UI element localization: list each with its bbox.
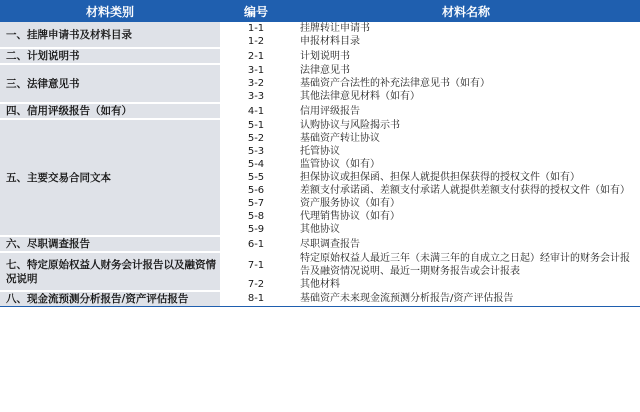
- table-row: [0, 252, 640, 278]
- item-number: 5-4: [247, 159, 265, 170]
- item-number: 5-6: [247, 185, 265, 196]
- item-name: 其他材料: [300, 279, 340, 290]
- item-name: 计划说明书: [300, 50, 350, 62]
- category-cell: 四、信用评级报告（如有）: [0, 103, 220, 119]
- item-name: 法律意见书: [300, 65, 350, 76]
- item-number: 5-1: [247, 120, 265, 131]
- item-name: 其他协议: [300, 224, 340, 235]
- table-row: [0, 291, 640, 307]
- table-row: [0, 236, 640, 252]
- item-number: 3-3: [247, 91, 265, 102]
- item-name: 监管协议（如有）: [300, 159, 380, 170]
- item-name: 其他法律意见材料（如有）: [300, 91, 420, 102]
- category-cell: 一、挂牌申请书及材料目录: [0, 22, 220, 48]
- item-name: 基础资产转让协议: [300, 133, 380, 144]
- item-number: 4-1: [247, 105, 265, 117]
- header-number: 编号: [220, 0, 292, 22]
- item-name: 代理销售协议（如有）: [300, 211, 400, 222]
- item-number: 1-1: [247, 23, 265, 34]
- item-number: 3-1: [247, 65, 265, 76]
- table-row: [0, 119, 640, 132]
- item-number: 6-1: [247, 238, 265, 250]
- item-number: 5-9: [247, 224, 265, 235]
- item-number: 5-7: [247, 198, 265, 209]
- item-number: 2-1: [247, 50, 265, 62]
- item-name: 差额支付承诺函、差额支付承诺人就提供差额支付获得的授权文件（如有）: [300, 185, 630, 196]
- item-number: 5-2: [247, 133, 265, 144]
- item-number: 7-2: [247, 279, 265, 290]
- category-cell: 七、特定原始权益人财务会计报告以及融资情况说明: [0, 252, 220, 291]
- item-number: 5-3: [247, 146, 265, 157]
- item-name: 尽职调查报告: [300, 238, 360, 250]
- category-cell: 三、法律意见书: [0, 64, 220, 103]
- table-header-row: [0, 0, 640, 22]
- category-cell: 二、计划说明书: [0, 48, 220, 64]
- item-name: 挂牌转让申请书: [300, 23, 370, 34]
- item-name: 担保协议或担保函、担保人就提供担保获得的授权文件（如有）: [300, 172, 580, 183]
- item-name: 基础资产未来现金流预测分析报告/资产评估报告: [292, 291, 640, 307]
- category-cell: 八、现金流预测分析报告/资产评估报告: [0, 291, 220, 307]
- item-name: 信用评级报告: [300, 105, 360, 117]
- table-row: [0, 64, 640, 77]
- category-cell: 六、尽职调查报告: [0, 236, 220, 252]
- table-row: [0, 103, 640, 119]
- item-number: 7-1: [247, 259, 265, 271]
- item-name: 资产服务协议（如有）: [300, 198, 400, 209]
- table-row: [0, 22, 640, 35]
- item-number: 8-1: [220, 291, 292, 307]
- item-number: 3-2: [247, 78, 265, 89]
- item-number: 5-5: [247, 172, 265, 183]
- item-name: 基础资产合法性的补充法律意见书（如有）: [300, 78, 490, 89]
- item-name: 认购协议与风险揭示书: [300, 120, 400, 131]
- item-number: 5-8: [247, 211, 265, 222]
- item-number: 1-2: [247, 36, 265, 47]
- item-name: 托管协议: [300, 146, 340, 157]
- item-name: 申报材料目录: [300, 36, 360, 47]
- header-category: 材料类别: [0, 0, 220, 22]
- category-cell: 五、主要交易合同文本: [0, 119, 220, 236]
- header-name: 材料名称: [292, 0, 640, 22]
- table-row: [0, 48, 640, 64]
- item-name: 特定原始权益人最近三年（未满三年的自成立之日起）经审计的财务会计报告及融资情况说明、最近一期财务报告或会计报表: [300, 253, 630, 277]
